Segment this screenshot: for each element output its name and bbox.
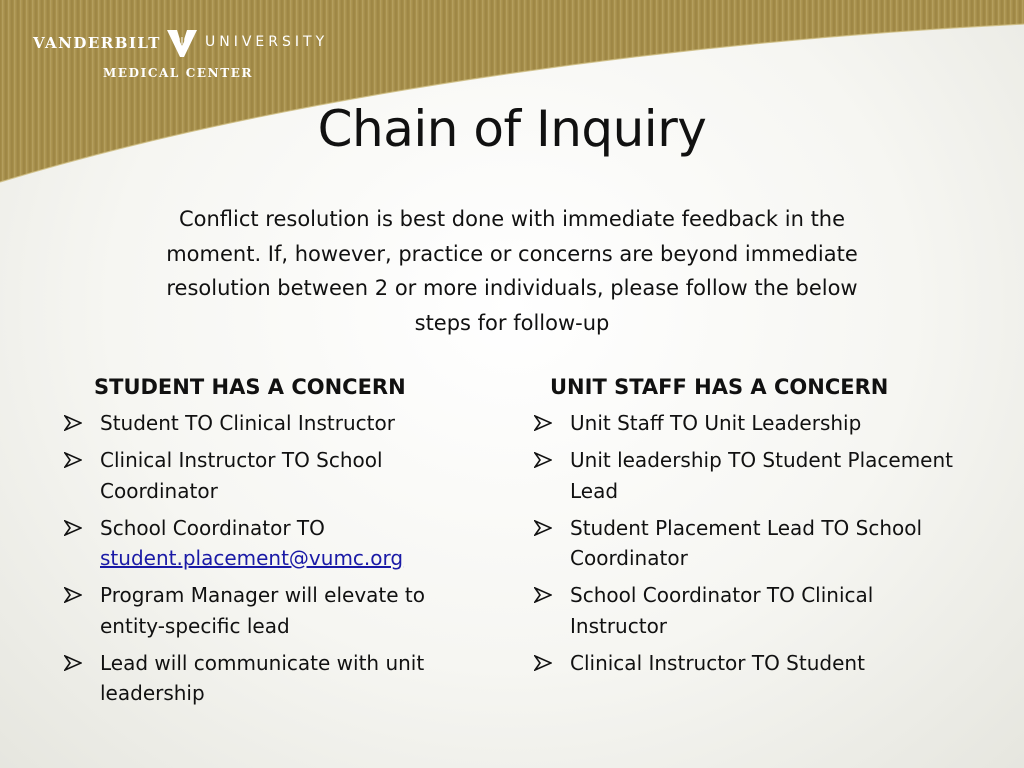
list-item xyxy=(60,445,490,506)
unit-staff-concern-steps xyxy=(530,408,970,678)
logo-name-right: UNIVERSITY xyxy=(205,34,329,50)
list-item xyxy=(60,513,490,574)
list-item-text: School Coordinator TO Clinical Instructor xyxy=(570,583,874,638)
unit-staff-concern-heading: UNIT STAFF HAS A CONCERN xyxy=(550,375,889,399)
list-item-text: Student Placement Lead TO School Coordinator xyxy=(570,515,923,570)
arrowhead-bullet-icon xyxy=(64,587,82,603)
placement-email-link[interactable]: student.placement@vumc.org xyxy=(100,546,404,570)
arrowhead-bullet-icon xyxy=(534,452,552,468)
list-item-text: Unit leadership TO Student Placement Lead xyxy=(570,448,953,503)
list-item xyxy=(60,580,490,641)
unit-staff-concern-column xyxy=(530,372,970,685)
arrowhead-bullet-icon xyxy=(64,655,82,671)
intro-paragraph: Conflict resolution is best done with immediate feedback in the moment. If, however, practice or concerns are beyond immediate resolution between 2 or more individuals, please follow the below steps for follow-up xyxy=(166,207,858,335)
student-concern-steps xyxy=(60,408,490,709)
arrowhead-bullet-icon xyxy=(534,520,552,536)
arrowhead-bullet-icon xyxy=(64,452,82,468)
list-item-text: School Coordinator TO xyxy=(100,515,325,540)
list-item-text: Clinical Instructor TO School Coordinator xyxy=(100,448,383,503)
arrowhead-bullet-icon xyxy=(64,415,82,431)
list-item-text: Program Manager will elevate to entity-specific lead xyxy=(100,583,425,638)
list-item xyxy=(530,445,970,506)
list-item xyxy=(530,513,970,574)
list-item xyxy=(530,580,970,641)
arrowhead-bullet-icon xyxy=(534,587,552,603)
list-item xyxy=(530,408,970,439)
slide-title: Chain of Inquiry xyxy=(317,100,707,158)
vanderbilt-logo xyxy=(33,28,333,88)
list-item xyxy=(60,408,490,439)
arrowhead-bullet-icon xyxy=(64,520,82,536)
vanderbilt-v-oak-leaf-icon xyxy=(166,28,198,58)
arrowhead-bullet-icon xyxy=(534,655,552,671)
student-concern-column xyxy=(60,372,490,715)
logo-subtitle: MEDICAL CENTER xyxy=(103,66,254,80)
logo-name-left: VANDERBILT xyxy=(33,34,161,52)
list-item xyxy=(530,648,970,679)
student-concern-heading: STUDENT HAS A CONCERN xyxy=(94,375,406,399)
arrowhead-bullet-icon xyxy=(534,415,552,431)
list-item-text: Student TO Clinical Instructor xyxy=(100,411,395,435)
list-item-text: Unit Staff TO Unit Leadership xyxy=(570,411,862,435)
list-item-text: Clinical Instructor TO Student xyxy=(570,650,865,675)
list-item xyxy=(60,648,490,709)
list-item-text: Lead will communicate with unit leadership xyxy=(100,650,425,705)
